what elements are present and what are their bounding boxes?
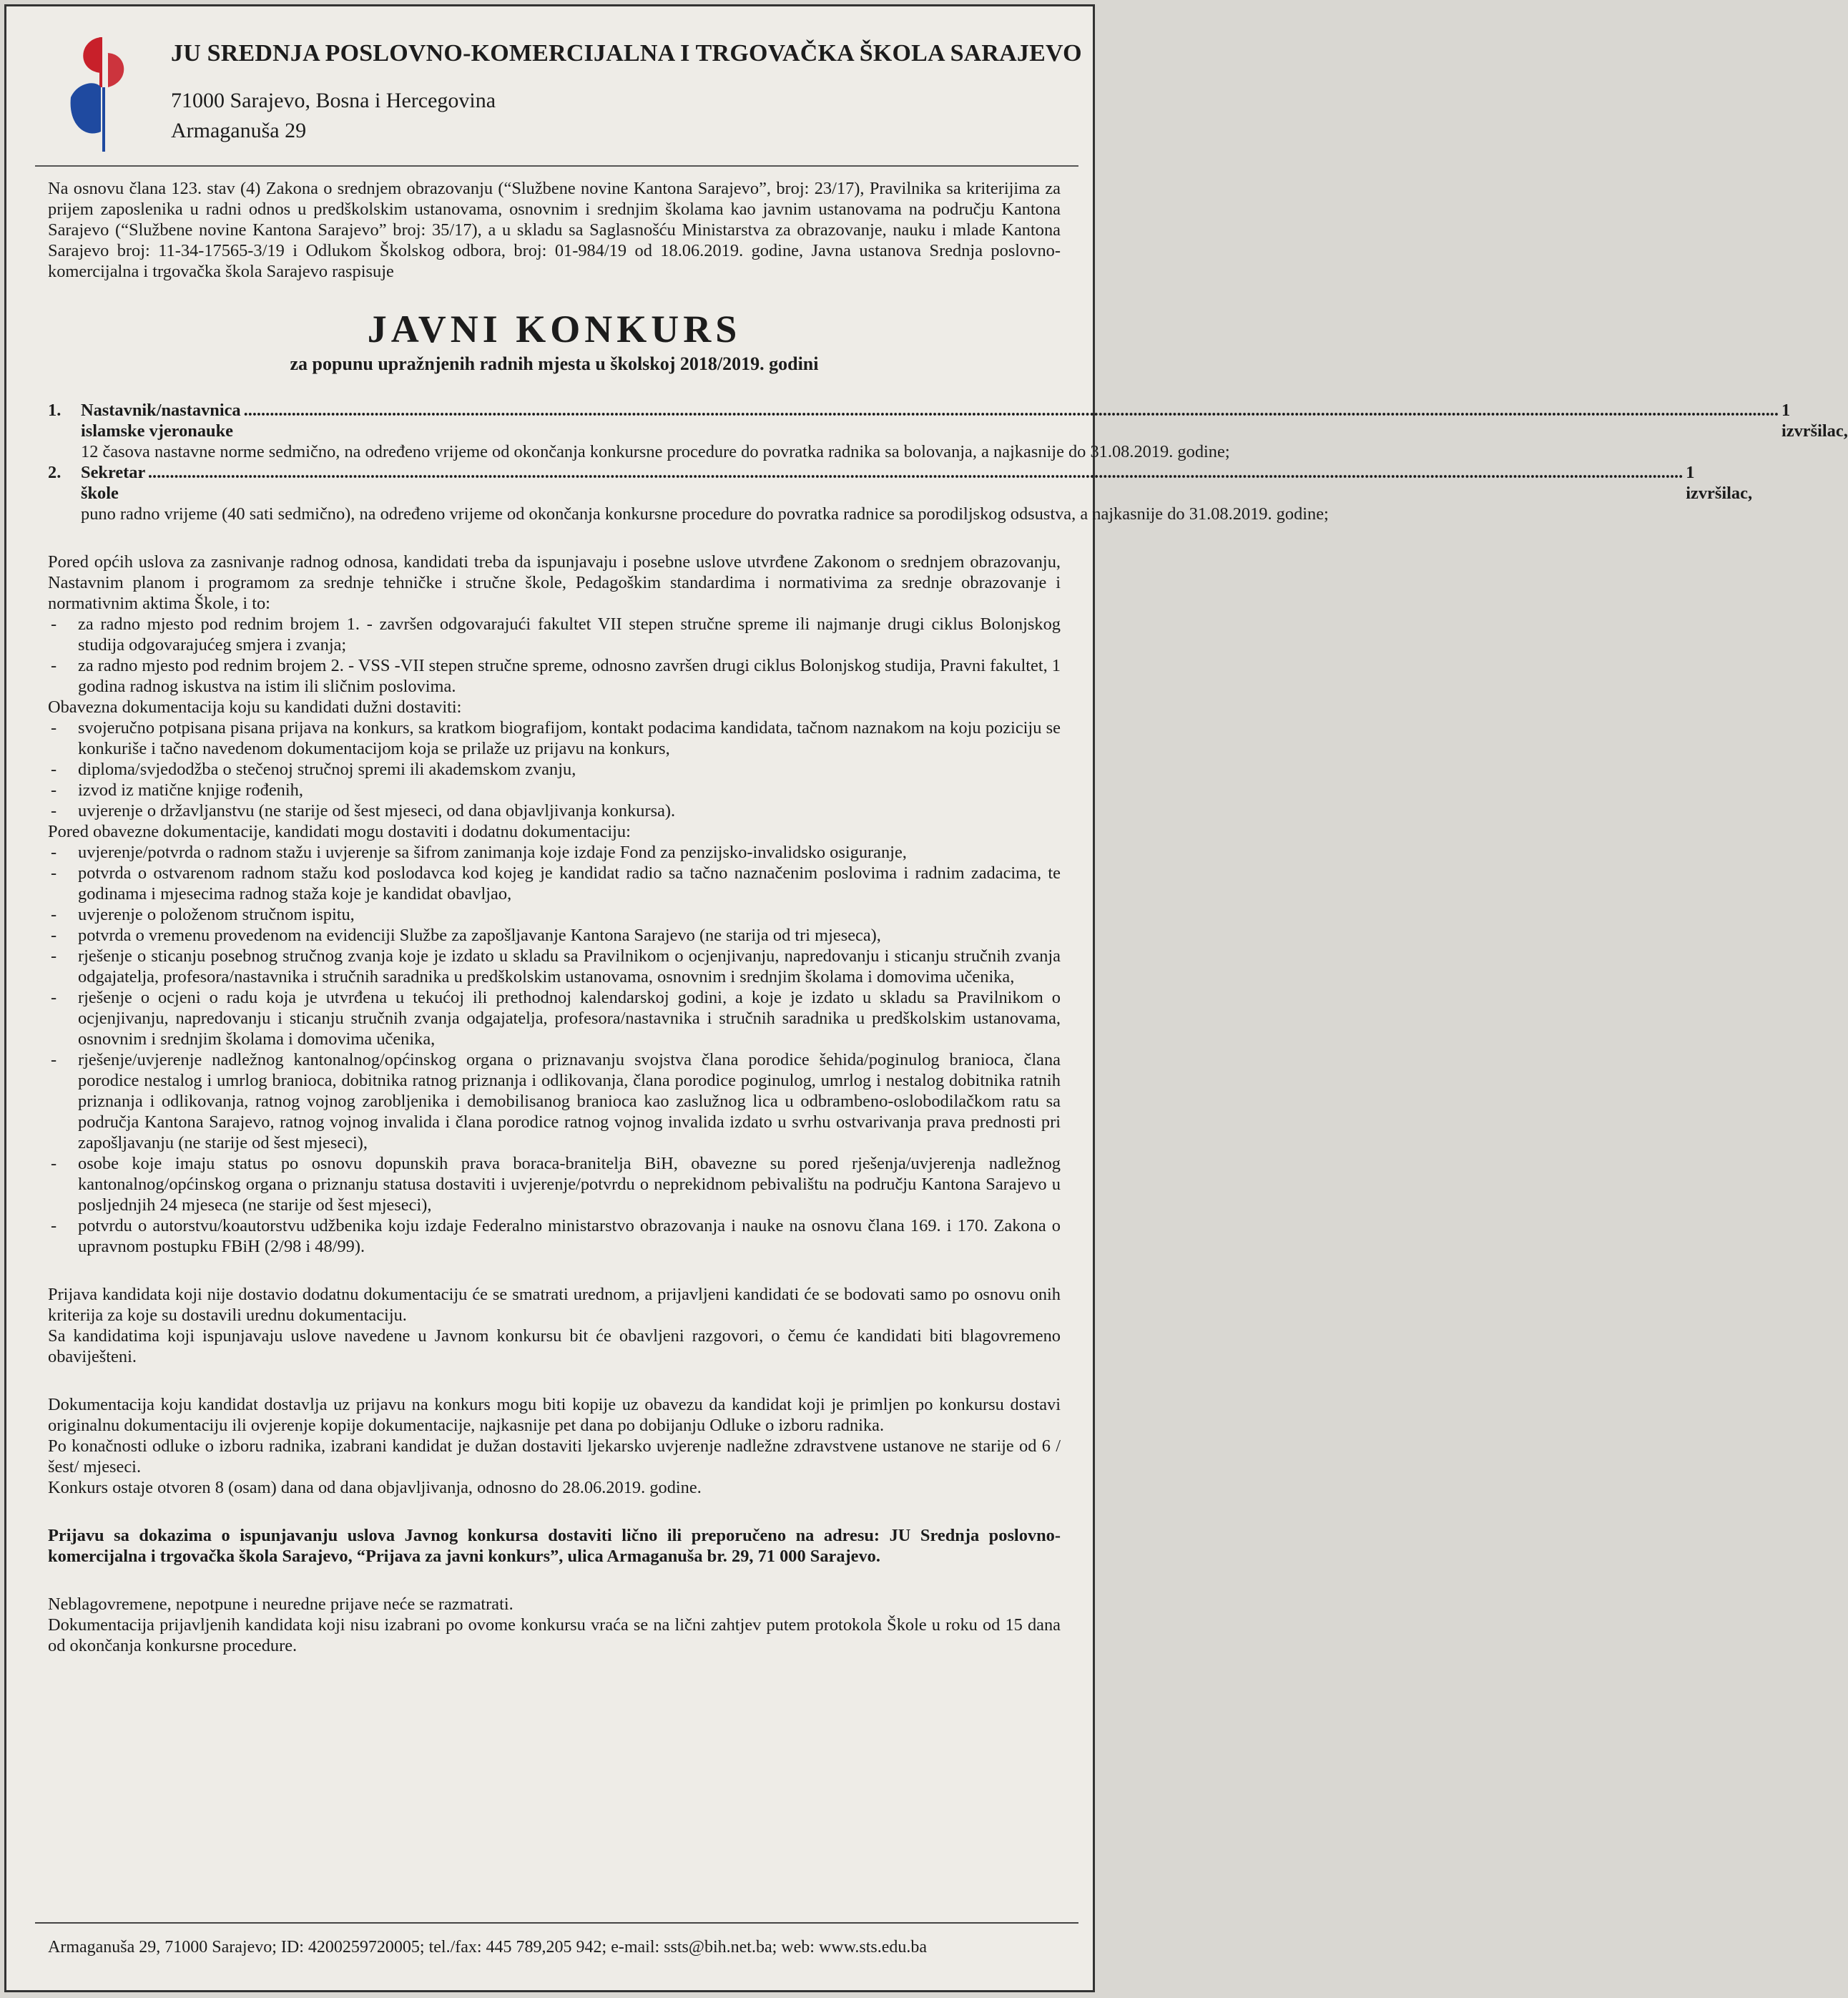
document-subtitle: za popunu upražnjenih radnih mjesta u školskoj 2018/2019. godini bbox=[290, 353, 819, 374]
address-street: Armaganuša 29 bbox=[171, 119, 307, 142]
mandatory-docs-intro: Obavezna dokumentacija koju su kandidati dužni dostaviti: bbox=[48, 697, 462, 717]
position-title: Nastavnik/nastavnica islamske vjeronauke bbox=[81, 401, 241, 441]
address-city: 71000 Sarajevo, Bosna i Hercegovina bbox=[171, 89, 496, 112]
footer-divider bbox=[35, 1922, 1078, 1924]
dot-leader bbox=[244, 400, 1779, 421]
conditions-list bbox=[48, 614, 1061, 697]
list-item: - rješenje o sticanju posebnog stručnog zvanja koje je izdato u skladu sa Pravilnikom o ocjenjivanju, napredovanju i sticanju stručnih zvanja odgajatelja, profesora/nastavnika i stručnih saradnika u predškolskim ustanovama, osnovnim i srednjim školama i domovima učenika, bbox=[48, 946, 1061, 987]
position-number: 1. bbox=[48, 401, 62, 420]
submit-address: Prijavu sa dokazima o ispunjavanju uslova Javnog konkursa dostaviti lično ili preporučeno na adresu: JU Srednja poslovno-komercijalna i trgovačka škola Sarajevo, “Prijava za javni konkurs”, ulica Armaganuša br. 29, 71 000 Sarajevo. bbox=[48, 1526, 1061, 1566]
late-applications-note: Neblagovremene, nepotpune i neuredne prijave neće se razmatrati. bbox=[48, 1595, 513, 1614]
medical-note: Po konačnosti odluke o izboru radnika, izabrani kandidat je dužan dostaviti ljekarsko uvjerenje nadležne zdravstvene ustanove ne starije od 6 /šest/ mjeseci. bbox=[48, 1436, 1061, 1477]
list-item: - rješenje/uvjerenje nadležnog kantonalnog/općinskog organa o priznavanju svojstva člana porodice šehida/poginulog branioca, člana porodice nestalog i umrlog branioca, dobitnika ratnog priznanja i odlikovanja, člana porodice poginulog, umrlog i nestalog dobitnika ratnih priznanja i odlikovanja, ratnog vojnog zarobljenika i demobilisanog branioca kao zaslužnog lica u odbrambeno-oslobodilačkom ratu sa područja Kantona Sarajevo, ratnog vojnog invalida i člana porodice ratnog vojnog invalida izdato u svrhu ostvarivanja prava prednosti pri zapošljavanju (ne starije od šest mjeseci), bbox=[48, 1049, 1061, 1153]
list-item: - uvjerenje o državljanstvu (ne starije od šest mjeseci, od dana objavljivanja konkursa). bbox=[48, 800, 1061, 821]
closing-section bbox=[48, 1594, 1061, 1656]
list-item: - potvrda o ostvarenom radnom stažu kod poslodavca kod kojeg je kandidat radio sa tačno naznačenim poslovima i radnim zadacima, te godinama i mjesecima radnog staža koje je kandidat obavljao, bbox=[48, 863, 1061, 904]
header-divider bbox=[35, 165, 1078, 167]
copies-note: Dokumentacija koju kandidat dostavlja uz prijavu na konkurs mogu biti kopije uz obavezu da kandidat koji je primljen po konkursu dostavi originalnu dokumentaciju ili ovjerenje kopije dokumentacije, najkasnije pet dana po dobijanju Odluke o izboru radnika. bbox=[48, 1395, 1061, 1435]
mandatory-docs-list bbox=[48, 718, 1061, 821]
interview-note: Sa kandidatima koji ispunjavaju uslove navedene u Javnom konkursu bit će obavljeni razgovori, o čemu će kandidati biti blagovremeno obaviješteni. bbox=[48, 1326, 1061, 1366]
position-number: 2. bbox=[48, 463, 62, 482]
list-item: - rješenje o ocjeni o radu koja je utvrđena u tekućoj ili prethodnoj kalendarskoj godini, a koje je izdato u skladu sa Pravilnikom o ocjenjivanju, napredovanju i sticanju stručnih zvanja odgajatelja, profesora/nastavnika i stručnih saradnika u predškolskim ustanovama, osnovnim i srednjim školama i domovima učenika, bbox=[48, 987, 1061, 1049]
footer-contact: Armaganuša 29, 71000 Sarajevo; ID: 4200259720005; tel./fax: 445 789,205 942; e-mail: ssts@bih.net.ba; web: www.sts.edu.ba bbox=[48, 1938, 928, 1957]
intro-paragraph: Na osnovu člana 123. stav (4) Zakona o srednjem obrazovanju (“Službene novine Kantona Sarajevo”, broj: 23/17), Pravilnika sa kriterijima za prijem zaposlenika u radni odnos u predškolskim ustanovama, osnovnim i srednjim školama kao javnim ustanovama na području Kantona Sarajevo (“Službene novine Kantona Sarajevo” broj: 35/17), a u skladu sa Saglasnošću Ministarstva za obrazovanje, nauku i mlade Kantona Sarajevo broj: 11-34-17565-3/19 i Odlukom Školskog odbora, broj: 01-984/19 od 18.06.2019. godine, Javna ustanova Srednja poslovno-komercijalna i trgovačka škola Sarajevo raspisuje bbox=[48, 179, 1061, 281]
submission-rules-section bbox=[48, 1394, 1061, 1498]
position-description: puno radno vrijeme (40 sati sedmično), na određeno vrijeme od okončanja konkursne procedure do povratka radnice sa porodiljskog odsustva, a najkasnije do 31.08.2019. godine; bbox=[81, 504, 1329, 524]
position-item bbox=[48, 462, 1753, 524]
requirements-section bbox=[48, 552, 1061, 1257]
dot-leader bbox=[148, 462, 1683, 483]
list-item: - za radno mjesto pod rednim brojem 1. - završen odgovarajući fakultet VII stepen stručne spreme ili najmanje drugi ciklus Bolonjskog studija odgovarajućeg smjera i zvanja; bbox=[48, 614, 1061, 655]
list-item: - za radno mjesto pod rednim brojem 2. - VSS -VII stepen stručne spreme, odnosno završen drugi ciklus Bolonjskog studija, Pravni fakultet, 1 godina radnog iskustva na istim ili sličnim poslovima. bbox=[48, 655, 1061, 697]
announcement-body bbox=[48, 178, 1848, 1656]
position-description: 12 časova nastavne norme sedmično, na određeno vrijeme od okončanja konkursne procedure do povratka radnika sa bolovanja, a najkasnije do 31.08.2019. godine; bbox=[81, 442, 1230, 461]
school-name: JU SREDNJA POSLOVNO-KOMERCIJALNA I TRGOVAČKA ŠKOLA SARAJEVO bbox=[171, 40, 1082, 67]
list-item: - potvrda o vremenu provedenom na evidenciji Službe za zapošljavanje Kantona Sarajevo (ne starija od tri mjeseca), bbox=[48, 925, 1061, 946]
positions-list bbox=[48, 400, 1848, 524]
position-title: Sekretar škole bbox=[81, 463, 145, 503]
additional-docs-list bbox=[48, 842, 1061, 1257]
position-count: 1 izvršilac, bbox=[1686, 463, 1753, 503]
deadline-note: Konkurs ostaje otvoren 8 (osam) dana od dana objavljivanja, odnosno do 28.06.2019. godine. bbox=[48, 1478, 702, 1497]
list-item: - diploma/svjedodžba o stečenoj stručnoj spremi ili akademskom zvanju, bbox=[48, 759, 1061, 780]
school-logo-icon bbox=[56, 31, 149, 153]
position-count: 1 izvršilac, bbox=[1781, 401, 1848, 441]
position-item bbox=[48, 400, 1848, 462]
document-title: JAVNI KONKURS bbox=[367, 308, 742, 351]
list-item: - uvjerenje/potvrda o radnom stažu i uvjerenje sa šifrom zanimanja koje izdaje Fond za penzijsko-invalidsko osiguranje, bbox=[48, 842, 1061, 863]
list-item: - svojeručno potpisana pisana prijava na konkurs, sa kratkom biografijom, kontakt podacima kandidata, tačnom naznakom na koju poziciju se konkuriše i tačno navedenom dokumentacijom koja se prilaže uz prijavu na konkurs, bbox=[48, 718, 1061, 759]
list-item: - uvjerenje o položenom stručnom ispitu, bbox=[48, 904, 1061, 925]
document-page bbox=[4, 4, 1848, 1992]
list-item: - potvrdu o autorstvu/koautorstvu udžbenika koju izdaje Federalno ministarstvo obrazovanja i nauke na osnovu člana 169. i 170. Zakona o upravnom postupku FBiH (2/98 i 48/99). bbox=[48, 1215, 1061, 1257]
scoring-section bbox=[48, 1284, 1061, 1367]
list-item: - osobe koje imaju status po osnovu dopunskih prava boraca-branitelja BiH, obavezne su pored rješenja/uvjerenja nadležnog kantonalnog/općinskog organa o priznanju statusa dostaviti i uvjerenje/potvrdu o neprekidnom pebivalištu na području Kantona Sarajevo u posljednjih 24 mjeseca (ne starije od šest mjeseci), bbox=[48, 1153, 1061, 1215]
submit-address-section bbox=[48, 1525, 1061, 1567]
additional-docs-intro: Pored obavezne dokumentacije, kandidati mogu dostaviti i dodatnu dokumentaciju: bbox=[48, 822, 631, 841]
letterhead bbox=[49, 24, 1082, 160]
list-item: - izvod iz matične knjige rođenih, bbox=[48, 780, 1061, 800]
documents-return-note: Dokumentacija prijavljenih kandidata koji nisu izabrani po ovome konkursu vraća se na lični zahtjev putem protokola Škole u roku od 15 dana od okončanja konkursne procedure. bbox=[48, 1615, 1061, 1655]
scoring-note: Prijava kandidata koji nije dostavio dodatnu dokumentaciju će se smatrati urednom, a prijavljeni kandidati će se bodovati samo po osnovu onih kriterija za koje su dostavili urednu dokumentaciju. bbox=[48, 1285, 1061, 1325]
conditions-intro: Pored općih uslova za zasnivanje radnog odnosa, kandidati treba da ispunjavaju i posebne uslove utvrđene Zakonom o srednjem obrazovanju, Nastavnim planom i programom za srednje tehničke i stručne škole, Pedagoškim standardima i normativima za srednje obrazovanje i normativnim aktima Škole, i to: bbox=[48, 552, 1061, 613]
